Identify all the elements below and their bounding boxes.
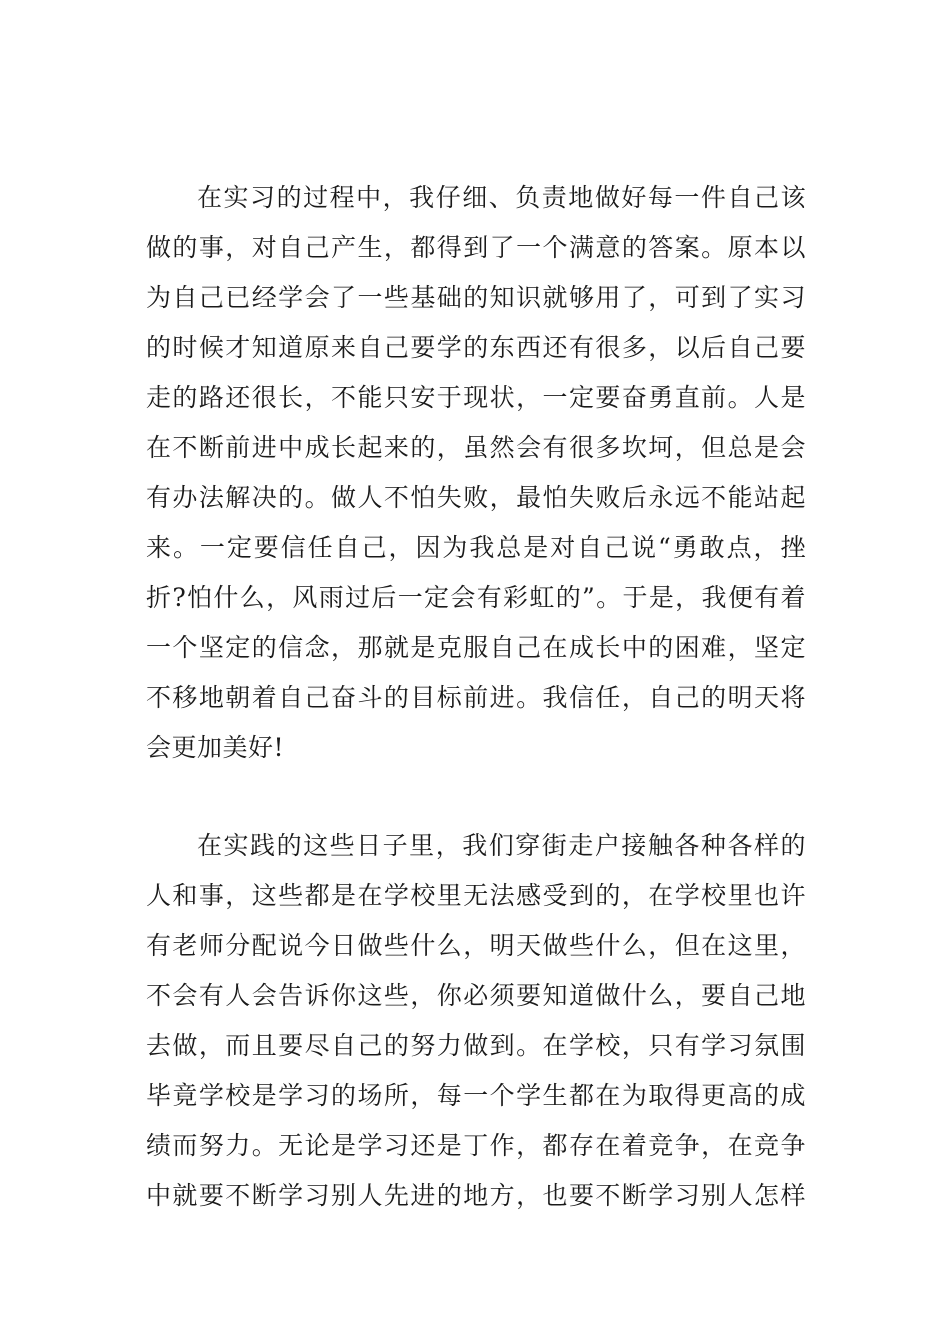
text-line: 走的路还很长，不能只安于现状，一定要奋勇直前。人是 xyxy=(146,383,806,412)
text-line: 在实习的过程中，我仔细、负责地做好每一件自己该 xyxy=(197,183,806,212)
text-line: 在不断前进中成长起来的，虽然会有很多坎坷，但总是会 xyxy=(146,433,806,462)
text-line: 中就要不断学习别人先进的地方，也要不断学习别人怎样 xyxy=(146,1181,806,1210)
text-line: 会更加美好! xyxy=(146,733,285,762)
text-line: 来。一定要信任自己，因为我总是对自己说“勇敢点，挫 xyxy=(146,533,806,562)
text-line: 绩而努力。无论是学习还是丁作，都存在着竞争，在竞争 xyxy=(146,1131,806,1160)
text-line: 做的事，对自己产生，都得到了一个满意的答案。原本以 xyxy=(146,233,806,262)
text-line: 一个坚定的信念，那就是克服自己在成长中的困难，坚定 xyxy=(146,633,806,662)
text-line: 折?怕什么，风雨过后一定会有彩虹的”。于是，我便有着 xyxy=(146,583,806,612)
text-line: 有办法解决的。做人不怕失败，最怕失败后永远不能站起 xyxy=(146,483,806,512)
text-line: 有老师分配说今日做些什么，明天做些什么，但在这里， xyxy=(146,931,806,960)
text-line: 去做，而且要尽自己的努力做到。在学校，只有学习氛围 xyxy=(146,1031,806,1060)
text-line: 的时候才知道原来自己要学的东西还有很多，以后自己要 xyxy=(146,333,806,362)
text-line: 人和事，这些都是在学校里无法感受到的，在学校里也许 xyxy=(146,881,806,910)
text-line: 在实践的这些日子里，我们穿街走户接触各种各样的 xyxy=(197,831,806,860)
text-line: 不移地朝着自己奋斗的目标前进。我信任，自己的明天将 xyxy=(146,683,806,712)
text-line: 不会有人会告诉你这些，你必须要知道做什么，要自己地 xyxy=(146,981,806,1010)
text-line: 毕竟学校是学习的场所，每一个学生都在为取得更高的成 xyxy=(146,1081,806,1110)
text-line: 为自己已经学会了一些基础的知识就够用了，可到了实习 xyxy=(146,283,806,312)
